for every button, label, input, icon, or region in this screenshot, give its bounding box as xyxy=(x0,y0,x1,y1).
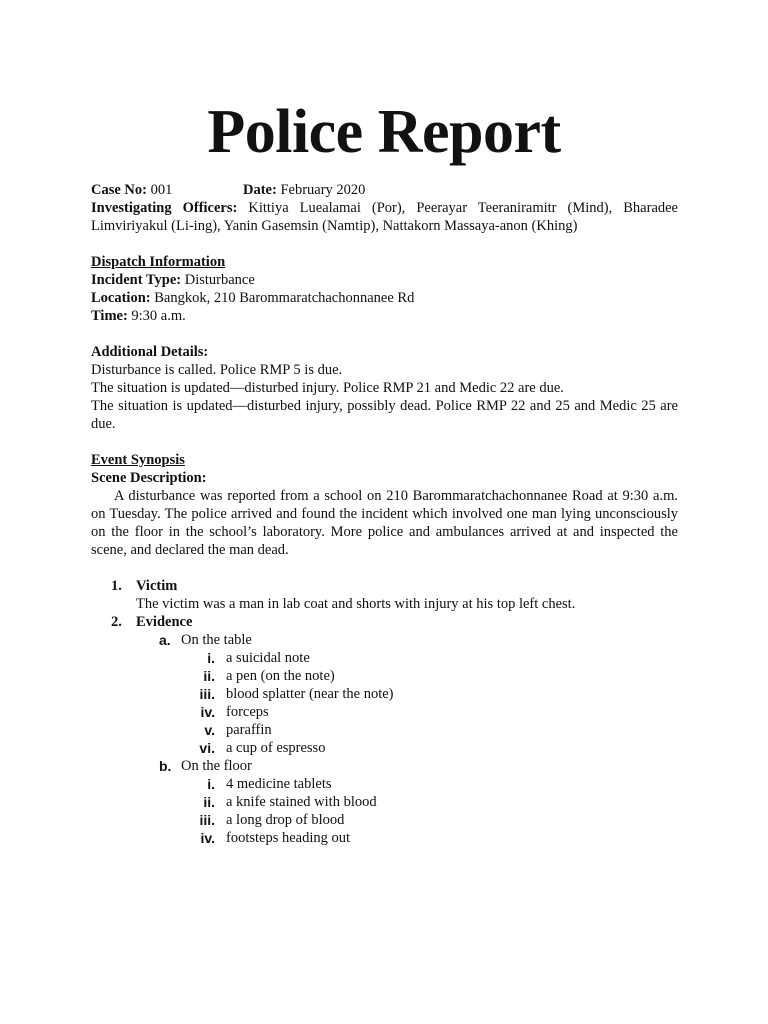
officers-label: Investigating Officers: xyxy=(91,200,238,216)
list-item-victim xyxy=(91,577,678,613)
list-item xyxy=(91,811,678,829)
scene-text: A disturbance was reported from a school on 210 Barommaratchachonnanee Road at 9:30 a.m. on Tuesday. The police arrived and found the incident which involved one man lying unconsciously on the floor in the school’s laboratory. More police and ambulances arrived at and inspected the scene, and declared the man dead. xyxy=(91,488,678,558)
officers-row xyxy=(91,199,678,235)
list-item-evidence xyxy=(91,613,678,631)
victim-text: The victim was a man in lab coat and shorts with injury at his top left chest. xyxy=(136,596,576,612)
list-item xyxy=(91,793,678,811)
location-row xyxy=(91,289,678,307)
item-marker: iii. xyxy=(199,686,215,702)
scene-label: Scene Description: xyxy=(91,470,207,486)
incident-type-value: Disturbance xyxy=(184,272,255,288)
list-item xyxy=(91,649,678,667)
date-value: February 2020 xyxy=(280,182,366,198)
evidence-group-table xyxy=(91,631,678,649)
time-row xyxy=(91,307,678,325)
date-label: Date: xyxy=(242,182,277,198)
additional-line: The situation is updated—disturbed injury. Police RMP 21 and Medic 22 are due. xyxy=(91,380,564,396)
list-number: 1. xyxy=(111,578,122,594)
additional-line: Disturbance is called. Police RMP 5 is due. xyxy=(91,362,343,378)
synopsis-heading: Event Synopsis xyxy=(91,452,185,468)
additional-heading: Additional Details: xyxy=(91,344,209,360)
item-marker: iv. xyxy=(200,704,215,720)
page-title: Police Report xyxy=(207,98,561,166)
item-text: blood splatter (near the note) xyxy=(226,686,394,702)
item-marker: v. xyxy=(204,722,215,738)
item-text: a knife stained with blood xyxy=(226,794,377,810)
group-label: On the table xyxy=(181,632,252,648)
incident-type-label: Incident Type: xyxy=(91,272,182,288)
group-label: On the floor xyxy=(181,758,252,774)
item-marker: iv. xyxy=(200,830,215,846)
item-text: a long drop of blood xyxy=(226,812,345,828)
item-text: forceps xyxy=(226,704,269,720)
additional-line: The situation is updated—disturbed injury, possibly dead. Police RMP 22 and 25 and Medic 25 are due. xyxy=(91,398,678,432)
findings-list xyxy=(91,577,678,847)
item-text: paraffin xyxy=(226,722,272,738)
list-item xyxy=(91,685,678,703)
list-item xyxy=(91,775,678,793)
item-marker: ii. xyxy=(203,794,215,810)
time-label: Time: xyxy=(91,308,128,324)
dispatch-heading: Dispatch Information xyxy=(91,254,226,270)
item-marker: ii. xyxy=(203,668,215,684)
evidence-heading: Evidence xyxy=(136,614,193,630)
evidence-group-floor xyxy=(91,757,678,775)
item-marker: vi. xyxy=(199,740,215,756)
incident-type-row xyxy=(91,271,678,289)
item-marker: i. xyxy=(207,776,215,792)
location-label: Location: xyxy=(91,290,151,306)
case-value: 001 xyxy=(150,182,173,198)
list-item xyxy=(91,703,678,721)
item-marker: iii. xyxy=(199,812,215,828)
item-marker: i. xyxy=(207,650,215,666)
list-item xyxy=(91,739,678,757)
time-value: 9:30 a.m. xyxy=(131,308,186,324)
item-text: a cup of espresso xyxy=(226,740,326,756)
officers-value: Kittiya Luealamai (Por), Peerayar Teeraniramitr (Mind), Bharadee Limviriyakul (Li-ing), Yanin Gasemsin (Namtip), Nattakorn Massaya-anon (Khing) xyxy=(91,200,678,234)
case-label: Case No: xyxy=(91,182,147,198)
item-text: 4 medicine tablets xyxy=(226,776,332,792)
group-marker: b. xyxy=(159,758,172,774)
group-marker: a. xyxy=(159,632,171,648)
list-item xyxy=(91,667,678,685)
location-value: Bangkok, 210 Barommaratchachonnanee Rd xyxy=(154,290,415,306)
case-date-row xyxy=(91,181,678,199)
list-number: 2. xyxy=(111,614,122,630)
victim-heading: Victim xyxy=(136,578,178,594)
item-text: a suicidal note xyxy=(226,650,310,666)
item-text: footsteps heading out xyxy=(226,830,351,846)
list-item xyxy=(91,829,678,847)
item-text: a pen (on the note) xyxy=(226,668,335,684)
list-item xyxy=(91,721,678,739)
report-body xyxy=(91,181,678,847)
